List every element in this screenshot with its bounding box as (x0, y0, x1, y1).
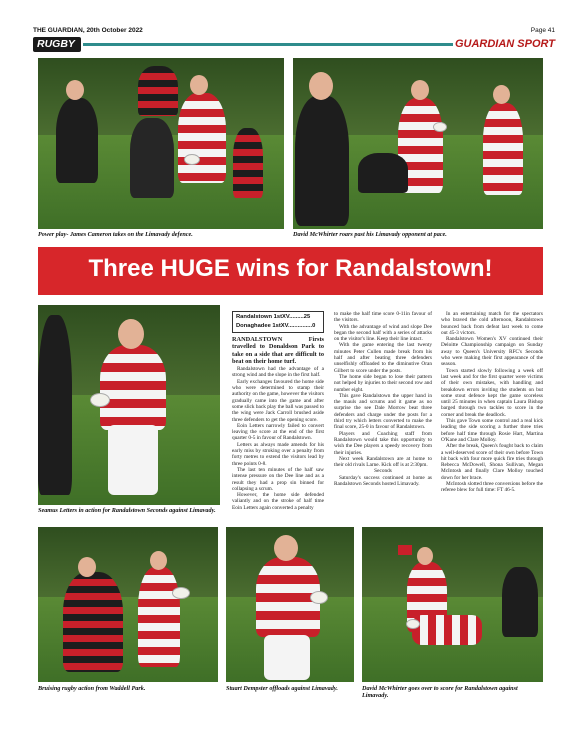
headline: Three HUGE wins for Randalstown! (88, 255, 493, 282)
player-figure (502, 567, 538, 637)
player-head (493, 85, 510, 104)
caption-top-left: Power play- James Cameron takes on the Limavady defence. (38, 231, 193, 238)
page-number: Page 41 (530, 27, 555, 34)
rugby-ball (184, 154, 200, 165)
caption-top-right: David McWhirter roars past his Limavady opponent at pace. (293, 231, 447, 238)
player-figure (100, 345, 166, 430)
article-paragraph: Randalstown Women's XV continued their Deloitte Championship campaign on Sunday away to Queen's University RFC's Seconds who were making their first appearance of the season. (441, 336, 543, 368)
rugby-ball (406, 619, 420, 629)
article-paragraph: With the game entering the last twenty minutes Peter Cullen made break from his half and after beating three defenders unselfishly offloaded to the diminutive Oran Gilbert to score under the posts. (334, 342, 432, 374)
article-paragraph: Next week Randalstown are at home to their old rivals Larne. Kick off is at 2:30pm. (334, 455, 432, 469)
player-head (274, 535, 298, 561)
player-head (150, 551, 167, 570)
rugby-ball (172, 587, 190, 599)
player-figure (38, 315, 72, 495)
player-head (66, 80, 84, 100)
player-figure (264, 635, 310, 680)
player-figure (233, 128, 263, 198)
caption-middle-left: Seamus Letters in action for Randalstown Seconds against Limavady. (38, 507, 216, 514)
photo-david-mcwhirter (293, 58, 543, 229)
article-paragraph: After the break, Queen's fought back to claim a well-deserved score of their own before Town hit back with four more quick fire tries through Rebecca McDowell, Shona Sullivan, Megan McIntosh and finally Clare Molloy touched down for her brace. (441, 443, 543, 481)
article-paragraph: McIntosh slotted three conversions before the referee blew for full time: FT 46-5. (441, 481, 543, 494)
player-head (309, 72, 333, 100)
article-paragraph: Saturday's success continued at home as Randalstown Seconds hosted Limavady. (334, 474, 432, 488)
caption-bottom-left: Bruising rugby action from Waddell Park. (38, 685, 146, 692)
article-column-2 (334, 311, 432, 524)
rugby-ball (90, 393, 110, 407)
article-paragraph: With the advantage of wind and slope Dee began the second half with a series of attacks on the visitor's line. Keep their line intact. (334, 323, 432, 343)
player-head (411, 80, 429, 100)
headline-banner (38, 247, 543, 295)
article-paragraph: Early exchanges favoured the home side who were determined to stamp their authority on the game, however the visitors gradually came into the game and after some slick back play the ball was passed to the wing were Jack Carroll brushed aside three defenders to get the opening score. (232, 378, 324, 423)
article-paragraph: The home side began to lose their pattern not helped by injuries to their second row and number eight. (334, 373, 432, 393)
photo-mcwhirter-try (362, 527, 543, 682)
article-paragraph: Letters as always made amends for his early miss by stroking over a penalty from forty metres to extend the visitors lead by three points 0-8. (232, 441, 324, 467)
article-paragraph: However, the home side defended valiantly and on the stroke of half time Eoin Letters again converted a penalty (232, 492, 324, 511)
player-figure (358, 153, 408, 193)
photo-seamus-letters (38, 305, 220, 505)
article-column-1 (232, 336, 324, 524)
photo-waddell-park (38, 527, 218, 682)
brand-logo: GUARDIAN SPORT (454, 38, 555, 50)
section-divider (83, 43, 453, 46)
corner-flag (398, 545, 412, 555)
article-paragraph: This gave Randalstown the upper hand in the mauls and scrums and it game as no surprise the see Dale Morrow beat three defenders and charge under the posts for a third try which letters converted to make the final score, 25-0 in favour of Randalstown. (334, 392, 432, 431)
score-line-2: Donaghadee 1stXV...............0 (236, 323, 316, 329)
article-lead: RANDALSTOWN Firsts travelled to Donaldson Park to take on a side that are difficult to beat on their home turf. (232, 336, 324, 365)
rugby-ball (310, 591, 328, 604)
player-figure (178, 93, 226, 183)
player-figure (63, 572, 123, 672)
caption-bottom-right: David McWhirter goes over to score for Randalstown against Limavady. (362, 685, 518, 699)
section-tag: RUGBY (33, 37, 81, 52)
article-paragraph: Randalstown had the advantage of a strong wind and the slope in the first half. (232, 366, 324, 379)
player-head (190, 75, 208, 95)
player-figure (295, 96, 349, 226)
player-head (118, 319, 144, 349)
section-bar (33, 37, 555, 52)
article-subhead: Seconds (374, 468, 392, 475)
article-paragraph: In an entertaining match for the spectators who braved the cold afternoon, Randalstown bounced back from defeat last week to come out 45-3 victors. (441, 311, 543, 336)
player-figure (108, 425, 158, 495)
photo-stuart-dempster (226, 527, 354, 682)
article-paragraph: Town started slowly following a week off last week and for the first quarter were victims of their own mistakes, with handling and breakdown errors inviting the students on but some stout defence kept the game scoreless until 25 minutes in when captain Laura Bishop barged through two tackles to score in the corner and break the deadlock. (441, 367, 543, 418)
player-figure (138, 66, 178, 116)
caption-bottom-middle: Stuart Dempster offloads against Limavady. (226, 685, 338, 692)
article-column-3 (441, 311, 543, 524)
player-figure (130, 118, 174, 198)
player-figure (138, 567, 180, 667)
player-head (417, 547, 433, 565)
player-figure (412, 615, 482, 645)
score-line-1: Randalstown 1stXV.........25 (236, 314, 311, 320)
article-paragraph: Players and Coaching staff from Randalstown would take this opportunity to wish the Dee players a speedy recovery from their injuries. (334, 430, 432, 456)
article-paragraph: This gave Town some control and a real kick leading the side scoring a further three tries before half time through Rosie Hart, Martina O'Kane and Clare Molloy. (441, 418, 543, 443)
score-box (232, 311, 324, 333)
article-paragraph: to make the half time score 0-11in favour of the visitors. (334, 311, 432, 324)
publication-date: THE GUARDIAN, 20th October 2022 (33, 27, 143, 34)
rugby-ball (433, 122, 447, 132)
player-head (78, 557, 96, 577)
player-figure (56, 98, 98, 183)
article-paragraph: Eoin Letters narrowly failed to convert leaving the score at the end of the first quarter 0-5 in favour of Randalstown. (232, 422, 324, 442)
player-figure (483, 103, 523, 195)
photo-james-cameron (38, 58, 284, 229)
article-paragraph: The last ten minutes of the half saw intense pressure on the Dee line and as a result they had a prop sin binned for collapsing a scrum. (232, 466, 324, 492)
